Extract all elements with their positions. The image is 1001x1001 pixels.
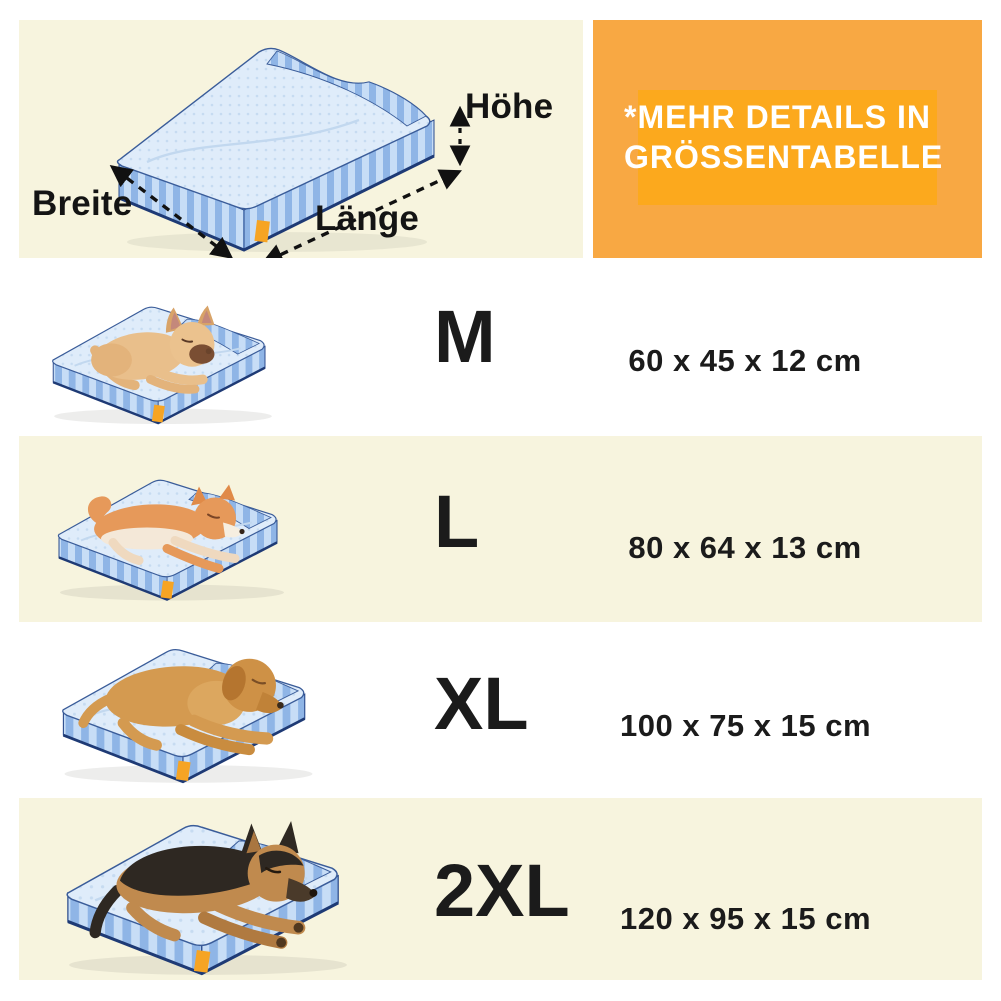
width-label: Breite (32, 184, 133, 223)
dimension-diagram-panel (19, 20, 583, 258)
size-dimensions: 80 x 64 x 13 cm (628, 530, 862, 565)
banner-line-1: *MEHR DETAILS IN (624, 99, 931, 135)
dog-bed-image-german-shepherd (53, 803, 363, 978)
size-dimensions: 100 x 75 x 15 cm (620, 708, 872, 743)
details-banner (593, 20, 982, 258)
size-row-2xl (19, 798, 982, 980)
dog-bed-image-french-bulldog (40, 290, 286, 426)
size-label: M (434, 295, 496, 378)
dog-bed-image-shiba-inu (47, 460, 297, 605)
size-label: 2XL (434, 849, 570, 932)
size-label: L (434, 480, 480, 563)
size-label: XL (434, 662, 529, 745)
banner-text (624, 97, 943, 177)
size-row-m (19, 258, 982, 436)
size-dimensions: 120 x 95 x 15 cm (620, 901, 872, 936)
size-dimensions: 60 x 45 x 12 cm (628, 343, 862, 378)
banner-line-2: GRÖSSENTABELLE (624, 139, 944, 175)
size-row-xl (19, 622, 982, 798)
height-label: Höhe (465, 87, 554, 126)
dog-bed-image-golden-retriever (50, 630, 327, 785)
length-label: Länge (315, 199, 420, 238)
size-row-l (19, 436, 982, 622)
